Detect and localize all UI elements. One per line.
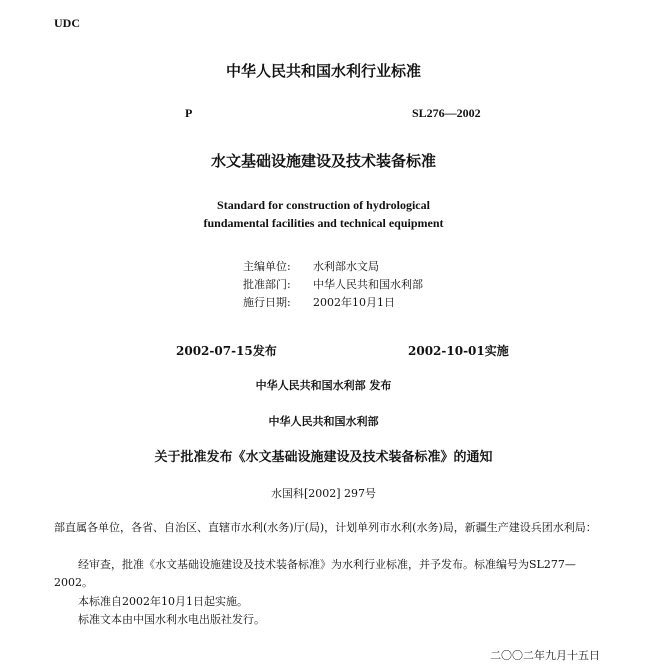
meta-effective <box>243 294 395 310</box>
english-title-line-2: fundamental facilities and technical equipment <box>203 216 444 230</box>
standard-title-chinese: 水文基础设施建设及技术装备标准 <box>210 152 436 170</box>
publish-date: 2002-07-15发布 <box>176 344 277 358</box>
meta-effective-value: 2002年10月1日 <box>313 296 395 309</box>
industry-standard-title: 中华人民共和国水利行业标准 <box>225 62 421 80</box>
notice-paragraph-1: 经审查，批准《水文基础设施建设及技术装备标准》为水利行业标准，并予发布。标准编号为SL277—2002。 <box>54 558 576 589</box>
implement-date: 2002-10-01实施 <box>408 344 509 358</box>
notice-doc-number: 水国科[2002] 297号 <box>270 487 377 500</box>
notice-paragraph-2: 本标准自2002年10月1日起实施。 <box>78 595 248 608</box>
category-code: P <box>185 106 193 120</box>
meta-approver <box>243 276 423 292</box>
notice-title: 关于批准发布《水文基础设施建设及技术装备标准》的通知 <box>154 450 493 465</box>
notice-ministry: 中华人民共和国水利部 <box>268 415 379 428</box>
english-title-line-1: Standard for construction of hydrological <box>217 198 430 212</box>
meta-editor <box>243 258 379 274</box>
meta-approver-value: 中华人民共和国水利部 <box>313 278 423 291</box>
notice-paragraph-3: 标准文本由中国水利水电出版社发行。 <box>78 613 265 626</box>
notice-recipients: 部直属各单位，各省、自治区、直辖市水利(水务)厅(局)，计划单列市水利(水务)局，新疆生产建设兵团水利局： <box>54 521 597 534</box>
meta-approver-label: 批准部门: <box>243 278 291 291</box>
notice-sign-date: 二〇〇二年九月十五日 <box>490 649 600 662</box>
meta-editor-label: 主编单位: <box>243 260 291 273</box>
meta-editor-value: 水利部水文局 <box>313 260 379 273</box>
standard-title-english <box>0 196 647 232</box>
udc-label: UDC <box>54 16 80 30</box>
standard-number: SL276—2002 <box>412 106 481 120</box>
issuer: 中华人民共和国水利部 发布 <box>255 379 392 392</box>
meta-effective-label: 施行日期: <box>243 296 291 309</box>
